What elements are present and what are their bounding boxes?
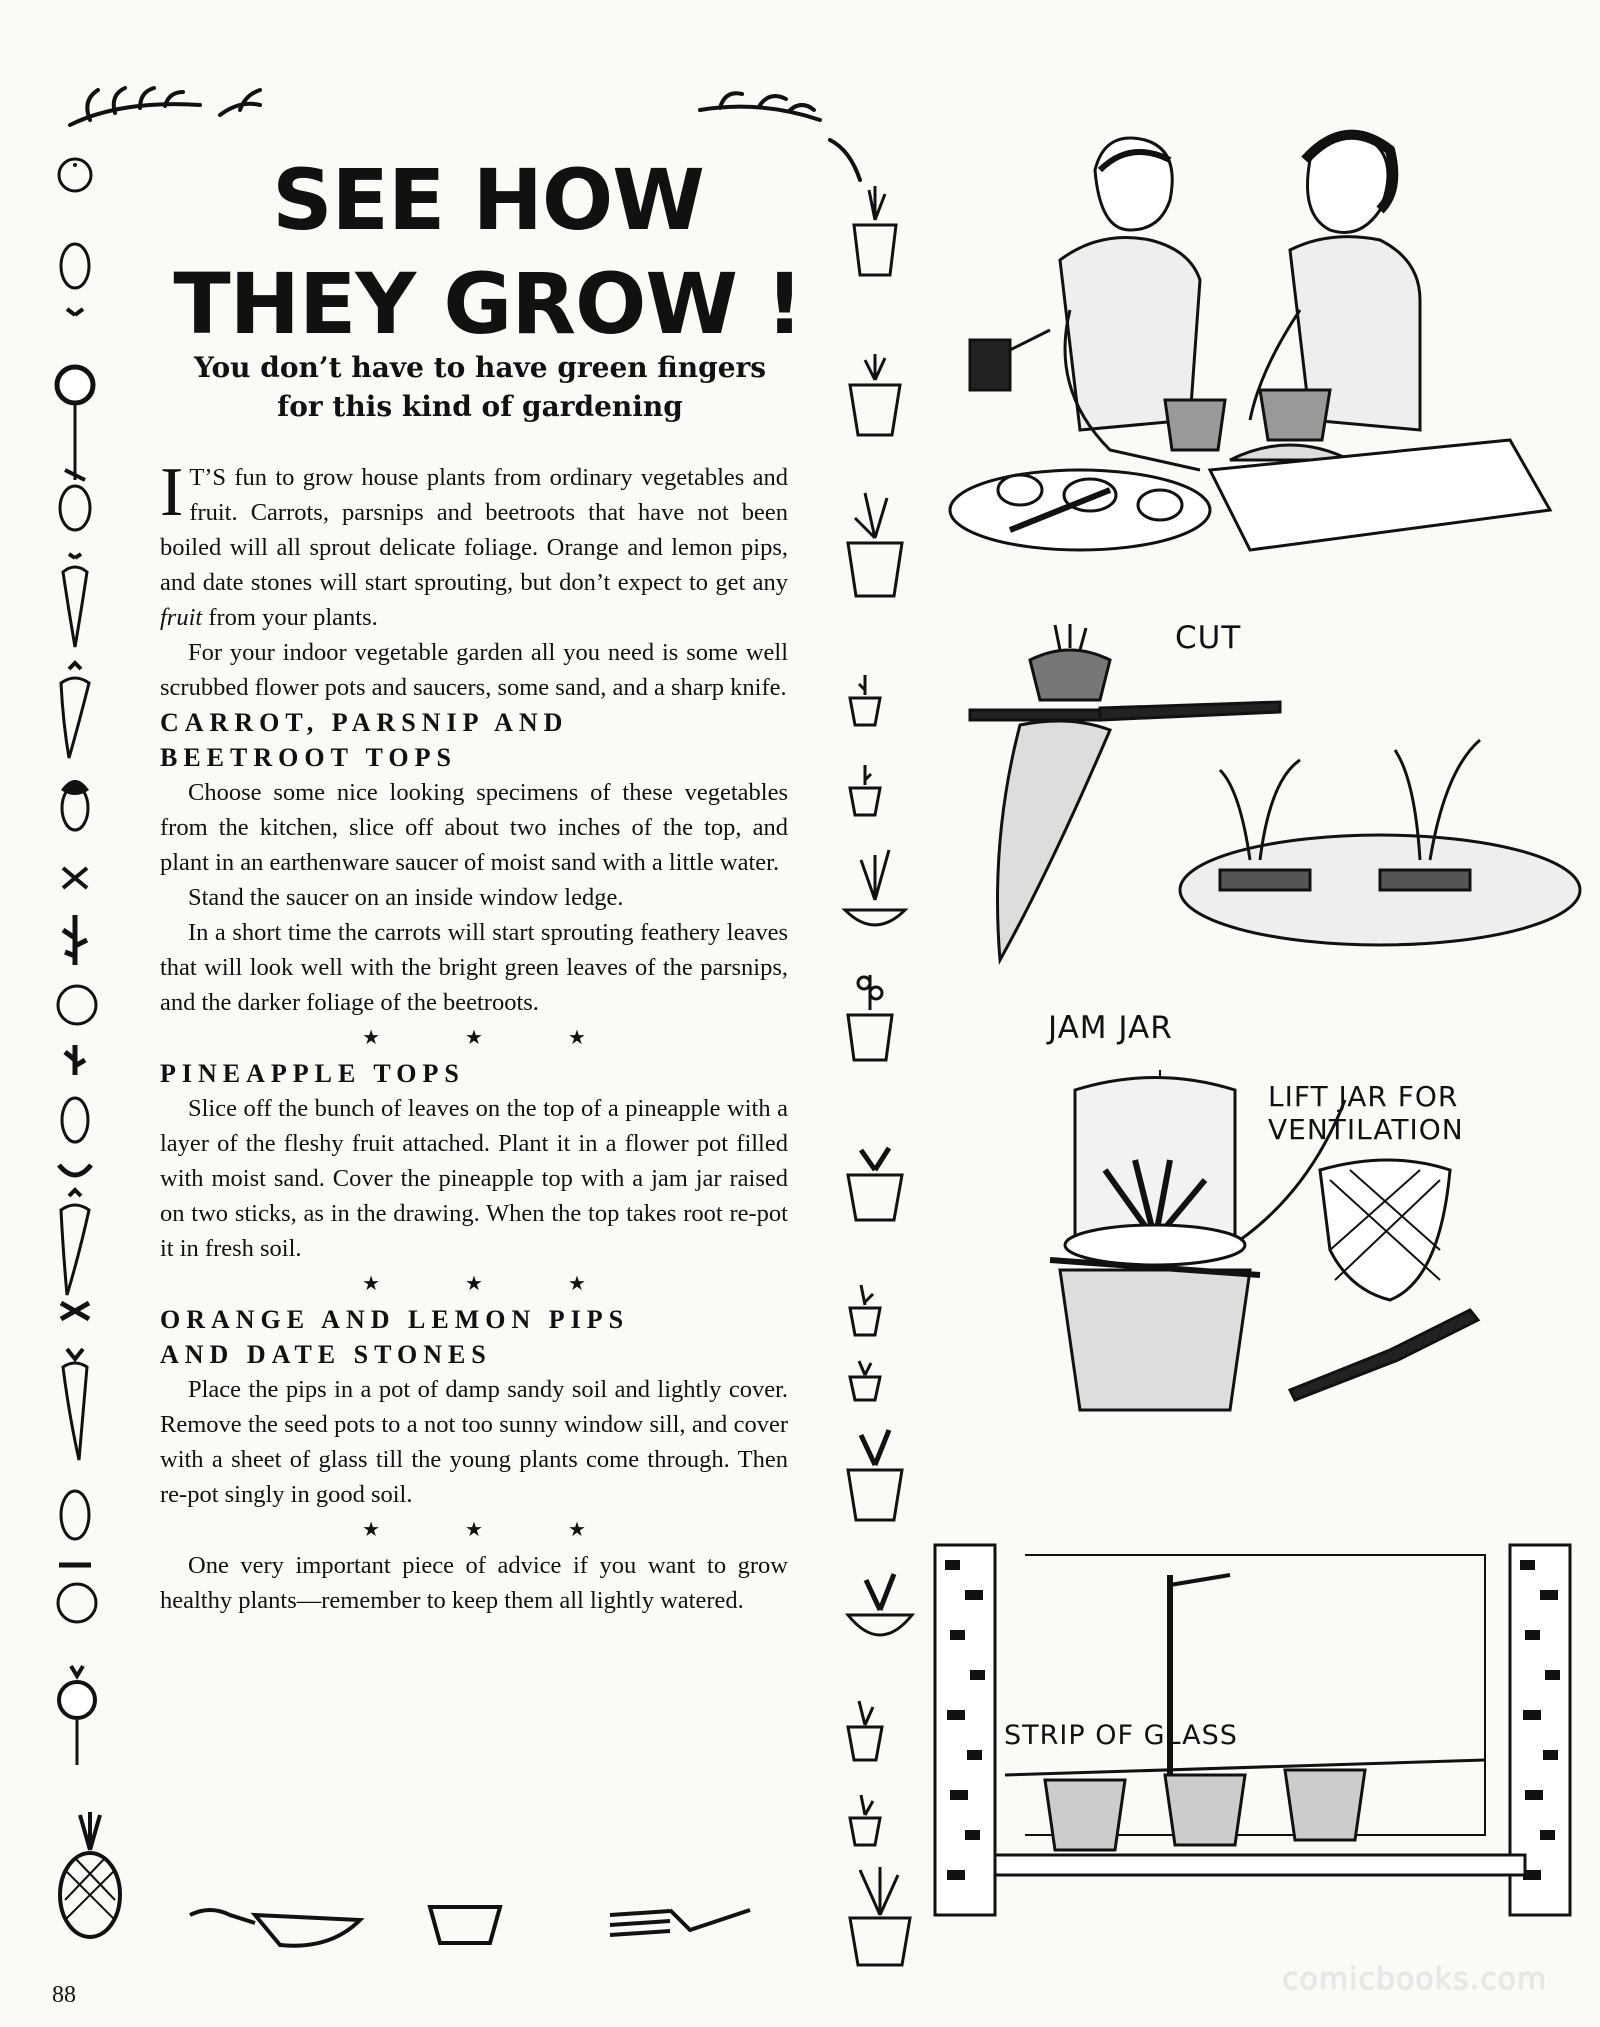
seedling-pot-icon [840,1280,890,1340]
section-heading-pips [160,1302,788,1372]
caption-strip-of-glass: STRIP OF GLASS [1004,1720,1238,1751]
carrot-top [1030,650,1110,700]
seedling-pot-icon [840,760,890,820]
article-body [160,454,788,1618]
section-heading-line: ORANGE AND LEMON PIPS [160,1305,630,1334]
intro-paragraph-1 [160,454,788,635]
leaf-icon [55,1155,95,1185]
section-heading-pineapple: PINEAPPLE TOPS [160,1059,465,1088]
section-heading-carrot [160,705,788,775]
pineapple-paragraph: Slice off the bunch of leaves on the top of a pineapple with a layer of the fleshy fruit attached. Plant it in a flower pot filled with moist sand. Cover the pineapple top with a jam jar raised on two sticks, as in the drawing. When the top takes root re-pot it in fresh soil. [160,1095,788,1262]
carrot-paragraph-3: In a short time the carrots will start sprouting feathery leaves that will look well with the bright green leaves of the parsnips, and the darker foliage of the beetroots. [160,919,788,1016]
fork-icon [610,1910,750,1935]
intro-text-end: from your plants. [202,604,378,631]
sprig-icon [55,1040,95,1080]
potted-plant-icon [840,1135,910,1225]
caption-cut: CUT [1175,620,1242,656]
pips-paragraph: Place the pips in a pot of damp sandy soil and lightly cover. Remove the seed pots to a not too sunny window sill, and cover with a sheet of glass till the young plants come through. Then re-pot singly in good soil. [160,1376,788,1508]
potted-plant-icon [840,350,910,440]
seedling-pot-icon [840,670,890,730]
section-heading-line: CARROT, PARSNIP AND [160,708,569,737]
star-divider: ★ ★ ★ [362,1027,626,1049]
pot-icon [1165,1775,1245,1845]
potted-plant-icon [840,488,910,598]
carrot-icon [55,663,95,763]
section-heading-line: AND DATE STONES [160,1340,492,1369]
garden-tools-decoration [190,1895,760,1955]
caption-lift-jar-line: LIFT JAR FOR [1268,1080,1459,1113]
carrot-cutting-illustration [950,620,1570,980]
subtitle [170,348,790,426]
potted-plant-icon [840,1860,920,1970]
subtitle-line-1: You don’t have to have green fingers [193,351,767,384]
orange-icon [55,1578,99,1628]
knife-icon [1290,1310,1478,1400]
parsnip-icon [55,552,95,652]
seedling-pot-icon [840,1695,890,1765]
pot-icon [1285,1770,1365,1840]
potted-plant-icon [840,1425,910,1525]
orange-icon [55,155,95,195]
potato-icon [55,480,95,536]
orange-icon [55,980,99,1030]
carrot-body [998,721,1111,960]
glass-strip [1005,1760,1485,1775]
pineapple-icon [55,1810,125,1940]
bowl-plant-icon [840,840,910,940]
intro-paragraph-2: For your indoor vegetable garden all you need is some well scrubbed flower pots and saucers, some sand, and a sharp knife. [160,639,788,701]
sprig-icon [55,858,95,898]
page-number: 88 [52,1982,76,2008]
star-divider: ★ ★ ★ [362,1273,626,1295]
leaf-icon [55,1555,95,1575]
page-title: SEE HOW THEY GROW ! [173,151,803,353]
carrot-icon [55,1190,95,1300]
sprig-icon [55,1295,95,1325]
lemon-icon [55,238,95,294]
caption-jam-jar: JAM JAR [1048,1010,1173,1046]
watering-can-icon [970,330,1050,390]
closing-paragraph: One very important piece of advice if you want to grow healthy plants—remember to keep them all lightly watered. [160,1552,788,1614]
section-heading-line: BEETROOT TOPS [160,743,457,772]
lemon-icon [55,1090,95,1150]
left-border-decoration [55,80,125,1960]
caption-lift-jar [1268,1080,1464,1146]
subtitle-line-2: for this kind of gardening [277,390,683,423]
parsnip-icon [55,1345,95,1465]
sprig-icon [55,910,95,970]
bowl-plant-icon [840,1565,920,1655]
pot-icon [1260,390,1330,440]
jam-jar [1075,1078,1235,1241]
potted-plant-icon [840,965,900,1065]
left-curtain [935,1545,995,1915]
potted-plant-icon [840,180,910,280]
beetroot-icon [55,1660,99,1770]
knife-icon [970,702,1280,720]
intro-italic: fruit [160,604,203,631]
watermark: comicbooks.com [1282,1962,1548,1997]
star-divider: ★ ★ ★ [362,1519,626,1541]
children-gardening-illustration [950,110,1570,580]
seedling-pot-icon [840,1790,890,1850]
pot-icon [1165,400,1225,450]
flower-pot [1060,1270,1250,1410]
lemon-icon [55,780,95,836]
carrot-paragraph-1: Choose some nice looking specimens of these vegetables from the kitchen, slice off about two inches of the top, and plant in an earthenware saucer of moist sand with a little water. [160,779,788,876]
window-sill [995,1855,1525,1875]
drop-cap: I [160,454,184,531]
pot-icon [430,1907,500,1943]
beetroot-icon [55,305,95,505]
intro-text: T’S fun to grow house plants from ordinary vegetables and fruit. Carrots, parsnips and beetroots that have not been boiled will all sprout delicate foliage. Orange and lemon pips, and date stones will start sprouting, but don’t expect to get any [160,464,788,596]
caption-lift-jar-line: VENTILATION [1268,1113,1464,1146]
trowel-icon [190,1910,360,1946]
seedling-pot-icon [840,1355,890,1405]
pot-icon [1045,1780,1125,1850]
carrot-paragraph-2: Stand the saucer on an inside window ledge. [188,884,624,911]
lemon-icon [55,1485,95,1545]
